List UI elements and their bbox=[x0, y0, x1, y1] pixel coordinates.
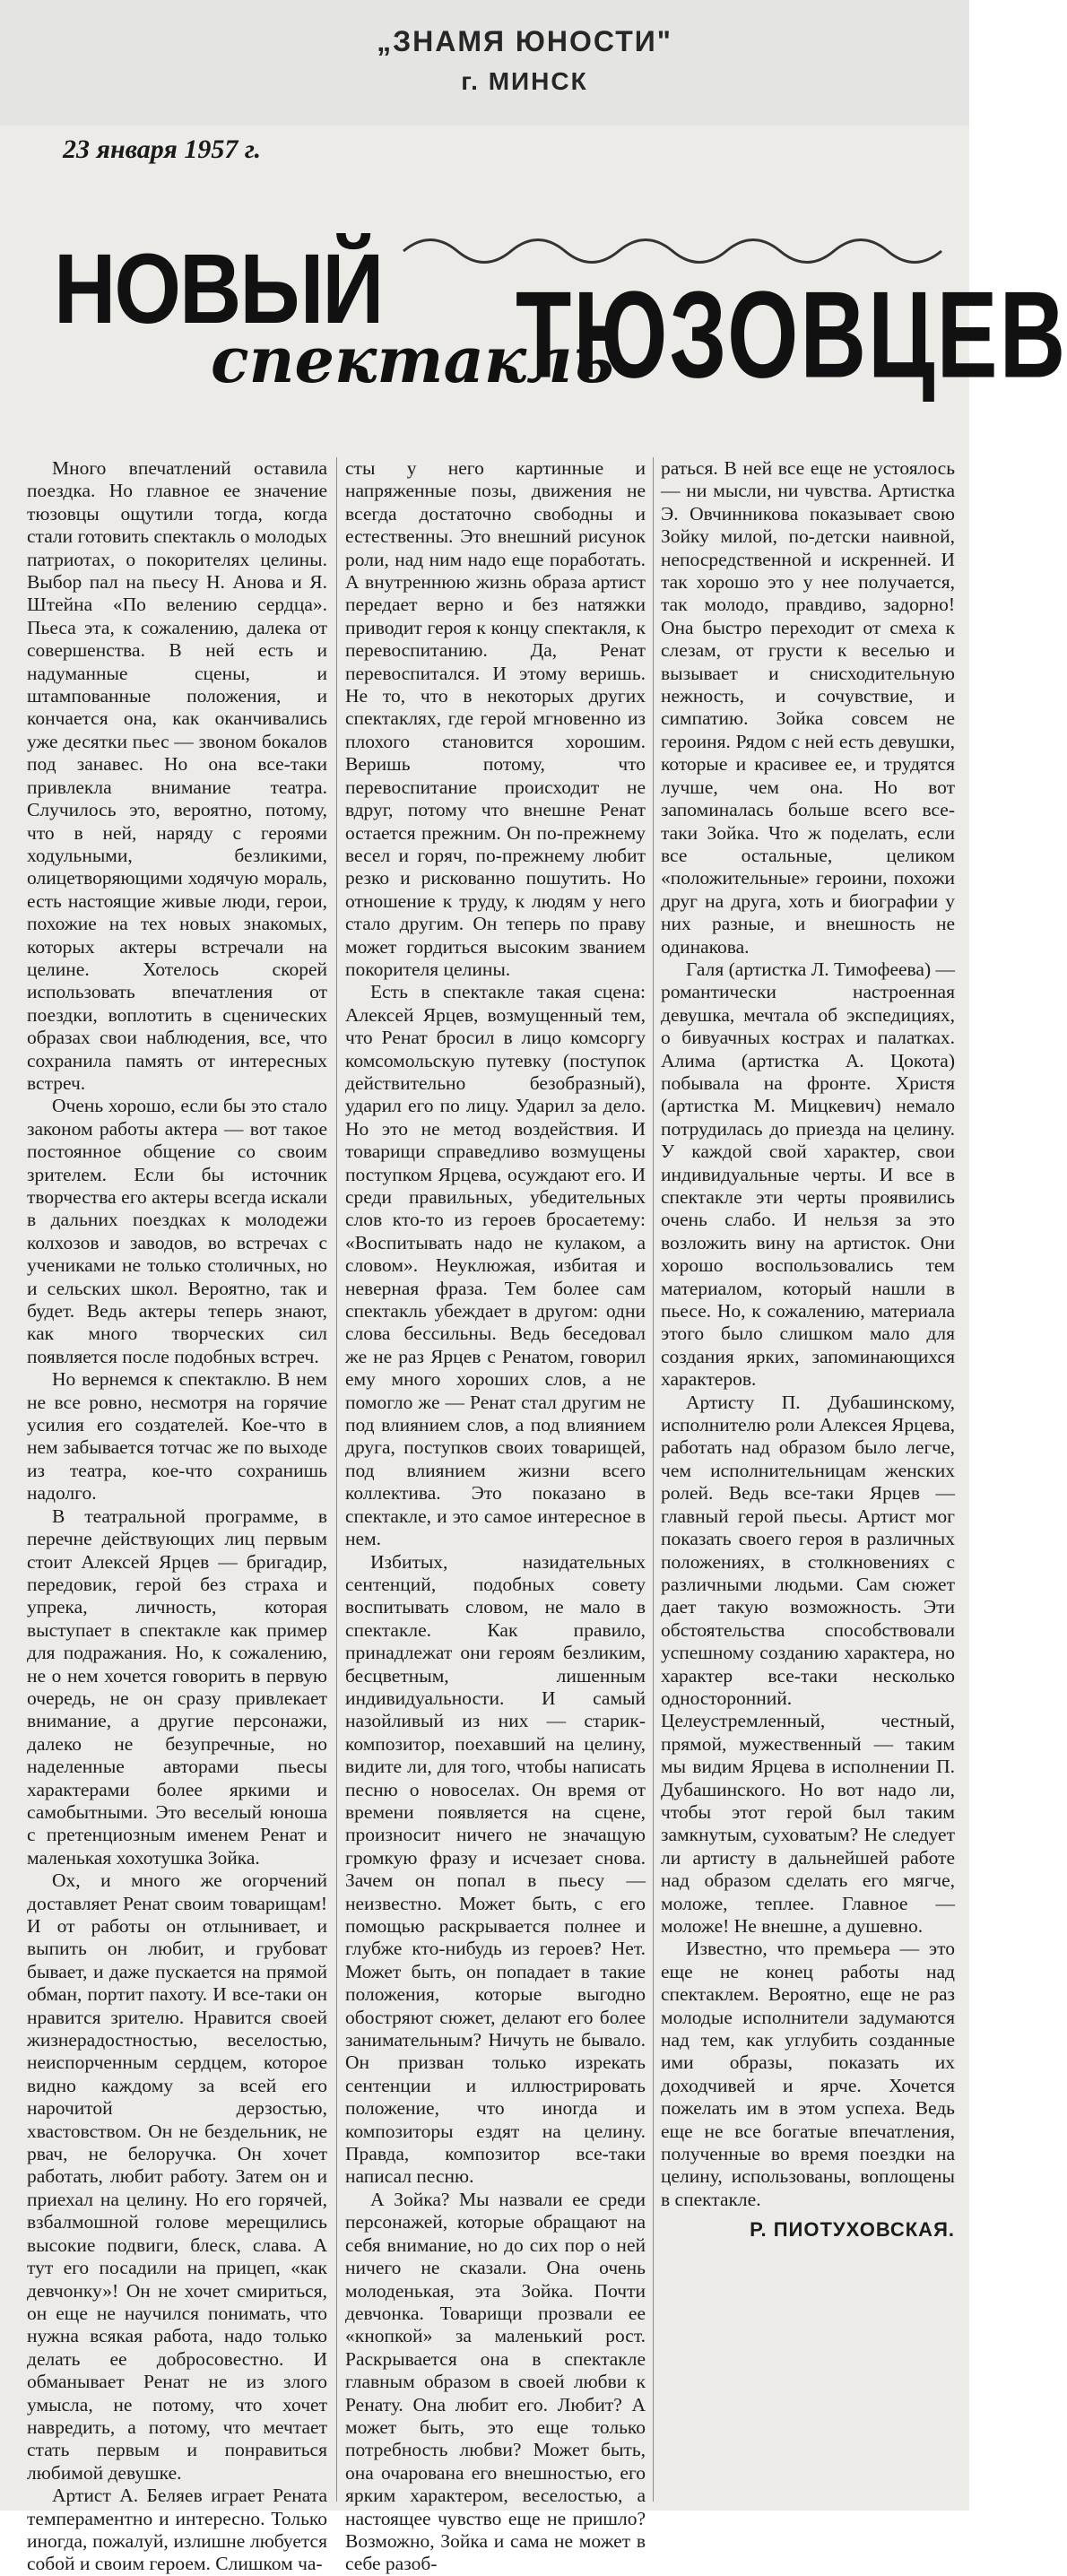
paragraph: сты у него картинные и напряженные позы, движения не всегда достаточно свободны и естественны. Это внешний рисунок роли, над ним надо еще поработать. А внутреннюю жизнь образа артист передает верно и без натяжки приводит героя к концу спектакля, к перевоспитанию. Да, Ренат перевоспитался. И этому веришь. Не то, что в некоторых других спектаклях, где герой мгновенно из плохого становится хорошим. Веришь потому, что перевоспитание происходит не вдруг, потому что внешне Ренат остается прежним. Он по-прежнему весел и горяч, по-прежнему любит резко и рискованно пошутить. Но отношение к труду, к людям у него стало другим. Он теперь по праву может гордиться высоким званием покорителя целины. bbox=[345, 457, 646, 980]
paragraph: раться. В ней все еще не устоялось — ни мысли, ни чувства. Артистка Э. Овчинникова показывает свою Зойку милой, по-детски наивной, непосредственной и искренней. И так хорошо это у нее получается, так молодо, правдиво, задорно! Она быстро переходит от смеха к слезам, от грусти к веселью и вызывает и снисходительную нежность, и сочувствие, и симпатию. Зойка совсем не героиня. Рядом с ней есть девушки, которые и красивее ее, и трудятся лучше, чем она. Но вот запоминалась больше всего все-таки Зойка. Что ж поделать, если все остальные, целиком «положительные» героини, похожи друг на друга, хоть и биографии у них разные, и внешность не одинакова. bbox=[661, 457, 955, 958]
article-column-2 bbox=[345, 457, 646, 2576]
column-divider bbox=[653, 457, 654, 2502]
article-column-1 bbox=[27, 457, 327, 2576]
column-divider bbox=[336, 457, 337, 2502]
paragraph: Артист А. Беляев играет Рената темпераментно и интересно. Только иногда, пожалуй, излишне любуется собой и своим героем. Слишком ча- bbox=[27, 2485, 327, 2575]
paragraph: Но вернемся к спектаклю. В нем не все ровно, несмотря на горячие усилия его создателей. Кое-что в нем забывается тотчас же по выходе из театра, кое-что сохранишь надолго. bbox=[27, 1368, 327, 1505]
paragraph: Много впечатлений оставила поездка. Но главное ее значение тюзовцы ощутили тогда, когда стали готовить спектакль о молодых патриотах, о покорителях целины. Выбор пал на пьесу Н. Анова и Я. Штейна «По велению сердца». Пьеса эта, к сожалению, далека от совершенства. В ней есть и надуманные сцены, и штампованные положения, и кончается она, как оканчивались уже десятки пьес — звоном бокалов под занавес. Но она все-таки привлекла внимание театра. Случилось это, вероятно, потому, что в ней, наряду с героями ходульными, безликими, олицетворяющими ходячую мораль, есть настоящие живые люди, герои, похожие на тех новых знакомых, которых актеры встречали на целине. Хотелось скорей использовать впечатления от поездки, воплотить в сценических образах свои наблюдения, все, что сохранила память от интересных встреч. bbox=[27, 457, 327, 1094]
article-column-3 bbox=[661, 457, 955, 2242]
paragraph: Избитых, назидательных сентенций, подобных совету воспитывать словом, не мало в спектакле. Как правило, принадлежат они героям безликим, бесцветным, лишенным индивидуальности. И самый назойливый из них — старик-композитор, поехавший на целину, видите ли, для того, чтобы написать песню о новоселах. Он время от времени появляется на сцене, произносит ничего не значащую громкую фразу и исчезает снова. Зачем он попал в пьесу — неизвестно. Может быть, с его помощью раскрывается полнее и глубже кто-нибудь из героев? Нет. Может быть, он попадает в такие положения, которые выгодно обостряют сюжет, делают его более занимательным? Ничуть не бывало. Он призван только изрекать сентенции и иллюстрировать положение, что иногда и композиторы ездят на целину. Правда, композитор все-таки написал песню. bbox=[345, 1550, 646, 2188]
paragraph: Есть в спектакле такая сцена: Алексей Ярцев, возмущенный тем, что Ренат бросил в лицо комсоргу комсомольскую путевку (поступок действительно безобразный), ударил его по лицу. Ударил за дело. Но это не метод воздействия. И товарищи справедливо возмущены поступком Ярцева, осуждают его. И среди правильных, убедительных слов кто-то из героев бросаетему: «Воспитывать надо не кулаком, а словом». Неуклюжая, избитая и неверная фраза. Тем более сам спектакль убеждает в другом: одни слова бессильны. Ведь беседовал же не раз Ярцев с Ренатом, говорил ему много хороших слов, а не помогло же — Ренат стал другим не под влиянием слов, а под влиянием друга, поступков своих товарищей, под влиянием жизни всего коллектива. Это показано в спектакле, и это самое интересное в нем. bbox=[345, 981, 646, 1550]
paragraph: Очень хорошо, если бы это стало законом работы актера — вот такое постоянное общение со своим зрителем. Если бы источник творчества его актеры всегда искали в дальних поездках к молодежи колхозов и заводов, во встречах с учениками не только столичных, но и сельских школ. Вероятно, так и будет. Ведь актеры теперь знают, как много творческих сил появляется после подобных встреч. bbox=[27, 1095, 327, 1367]
stamp-city: г. МИНСК bbox=[461, 67, 588, 95]
author-signature: Р. ПИОТУХОВСКАЯ. bbox=[750, 2218, 955, 2242]
newspaper-stamp bbox=[377, 25, 672, 96]
article-headline bbox=[54, 215, 1067, 439]
paragraph: Известно, что премьера — это еще не конец работы над спектаклем. Вероятно, еще не раз молодые исполнители задумаются над тем, как углубить созданные ими образы, показать их доходчивей и ярче. Хочется пожелать им в этом успеха. Ведь еще не все богатые впечатления, полученные во время поездки на целину, использованы, воплощены в спектакле. bbox=[661, 1938, 955, 2210]
headline-word-tyuz: ТЮЗОВЦЕВ bbox=[516, 265, 1067, 404]
paragraph: Галя (артистка Л. Тимофеева) — романтически настроенная девушка, мечтала об экспедициях, о бивуачных кострах и палатках. Алима (артистка А. Цокота) побывала на фронте. Христя (артистка М. Мицкевич) немало потрудилась до приезда на целину. У каждой свой характер, свои индивидуальные черты. И все в спектакле эти черты проявились очень слабо. И нельзя за это возложить вину на артисток. Они хорошо воспользовались тем материалом, который нашли в пьесе. Но, к сожалению, материала этого было слишком мало для создания ярких, запоминающихся характеров. bbox=[661, 958, 955, 1391]
paragraph: В театральной программе, в перечне действующих лиц первым стоит Алексей Ярцев — бригадир, передовик, герой без страха и упрека, личность, которая выступает в спектакле как пример для подражания. Но, к сожалению, не о нем хочется говорить в первую очередь, не он сразу привлекает внимание, а другие персонажи, далеко не безупречные, но наделенные авторами пьесы характерами более яркими и самобытными. Это веселый юноша с претенциозным именем Ренат и маленькая хохотушка Зойка. bbox=[27, 1505, 327, 1869]
headline-word-play: спектакль bbox=[211, 323, 614, 397]
stamp-title: „ЗНАМЯ ЮНОСТИ" bbox=[377, 25, 672, 57]
article-date: 23 января 1957 г. bbox=[63, 134, 262, 164]
paragraph: А Зойка? Мы назвали ее среди персонажей, которые обращают на себя внимание, но до сих пор о ней ничего не сказали. Она очень молоденькая, эта Зойка. Почти девчонка. Товарищи прозвали ее «кнопкой» за маленький рост. Раскрывается она в спектакле главным образом в своей любви к Ренату. Она любит его. Любит? А может быть, это еще только потребность любви? Может быть, она очарована его внешностью, его ярким характером, веселостью, а настоящее чувство еще не пришло? Возможно, Зойка и сама не может в себе разоб- bbox=[345, 2188, 646, 2575]
paragraph: Артисту П. Дубашинскому, исполнителю роли Алексея Ярцева, работать над образом было легче, чем исполнительницам женских ролей. Ведь все-таки Ярцев — главный герой пьесы. Артист мог показать своего героя в различных положениях, в столкновениях с различными людьми. Сам сюжет дает такую возможность. Эти обстоятельства способствовали успешному созданию характера, но характер все-таки несколько односторонний. Целеустремленный, честный, прямой, мужественный — таким мы видим Ярцева в исполнении П. Дубашинского. Но вот надо ли, чтобы этот герой был таким замкнутым, суховатым? Не следует ли артисту в дальнейшей работе над образом сделать его мягче, моложе, теплее. Главное — моложе! Не внешне, а душевно. bbox=[661, 1391, 955, 1937]
paragraph: Ох, и много же огорчений доставляет Ренат своим товарищам! И от работы он отлынивает, и выпить он любит, и грубоват бывает, и даже пускается на прямой обман, портит пахоту. И все-таки он нравится зрителю. Нравится своей жизнерадостностью, веселостью, неиспорченным сердцем, которое видно каждому за всей его нарочитой дерзостью, хвастовством. Он не бездельник, не рвач, не белоручка. Он хочет работать, любит работу. Затем он и приехал на целину. Но его горячей, взбалмошной голове мерещились высокие подвиги, блеск, слава. А тут его посадили на прицеп, «как девчонку»! Он не хочет смириться, он еще не научился понимать, что нужна всякая работа, надо только делать ее добросовестно. И обманывает Ренат не из злого умысла, не потому, что хочет навредить, а потому, что мечтает стать первым и понравиться любимой девушке. bbox=[27, 1869, 327, 2484]
headline-word-new: НОВЫЙ bbox=[54, 234, 383, 345]
